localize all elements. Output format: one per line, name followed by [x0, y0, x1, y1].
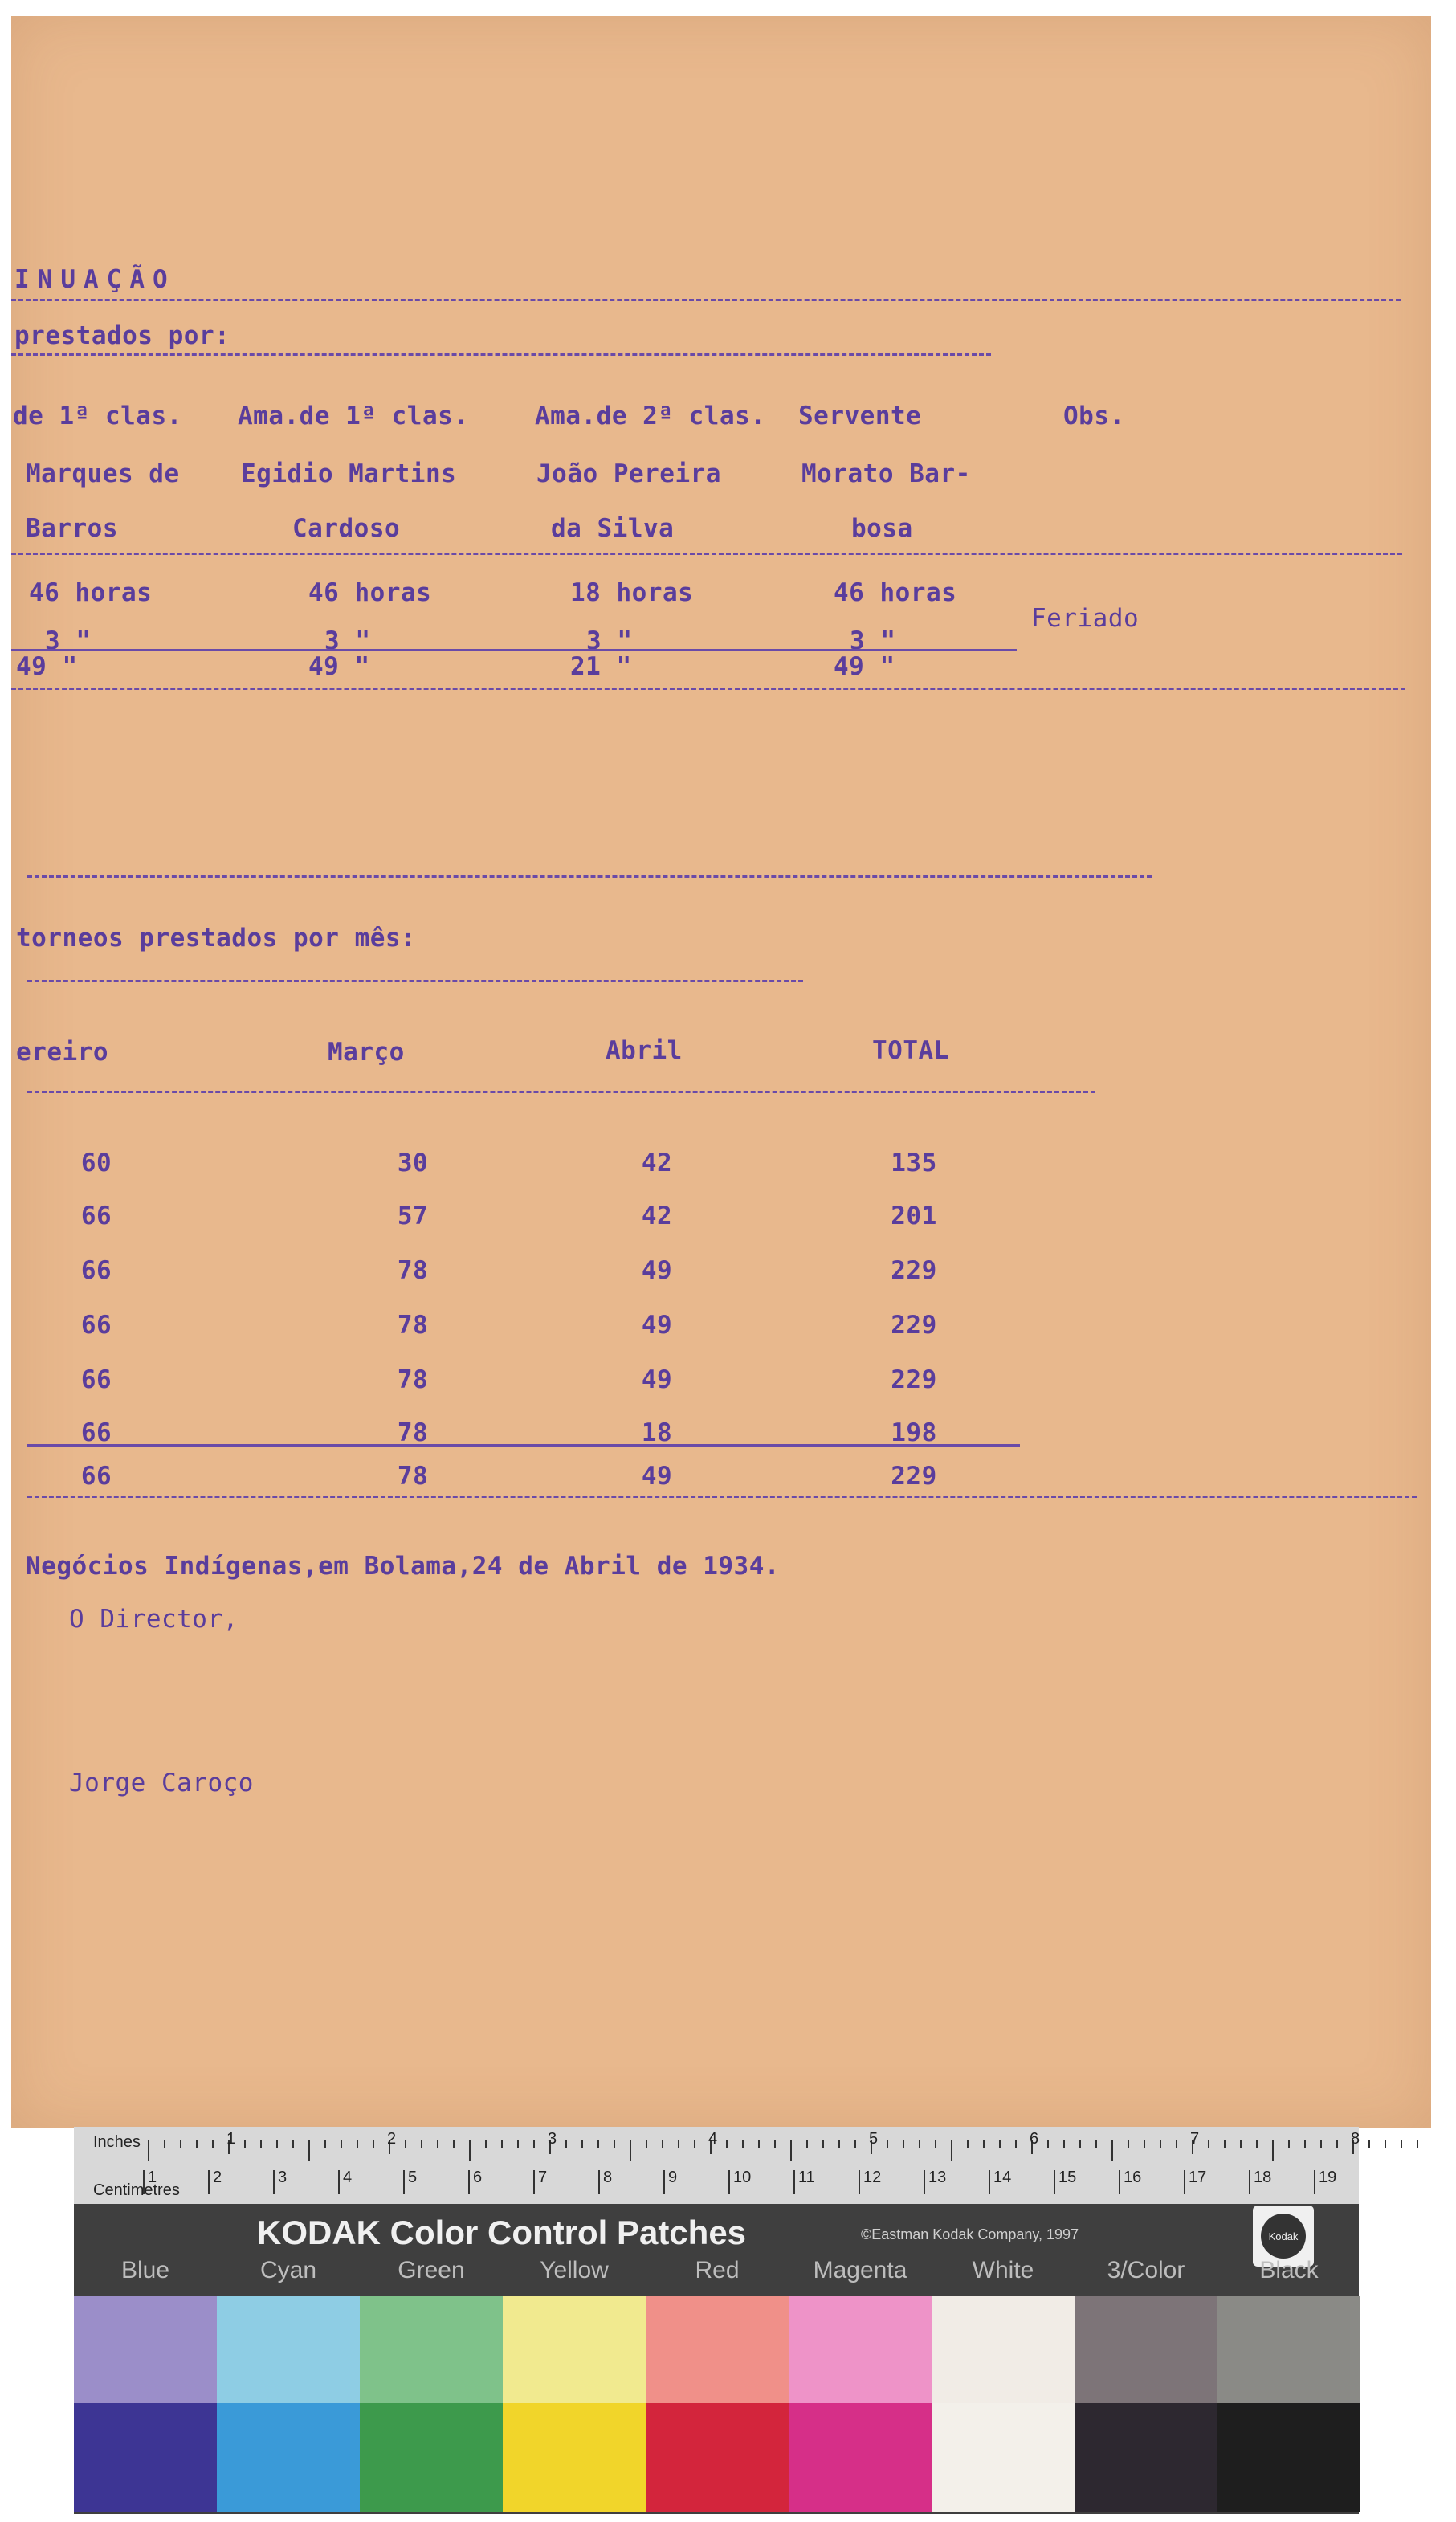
- ruler-tick: [742, 2140, 744, 2148]
- ruler-tick: [1208, 2140, 1209, 2148]
- total-cell: 49: [641, 1462, 673, 1491]
- ruler-inch-number: 8: [1351, 2130, 1360, 2148]
- ruler-tick: [1160, 2140, 1161, 2148]
- ruler-inch-number: 1: [226, 2130, 236, 2148]
- ruler-cm-label: Centimetres: [93, 2181, 180, 2199]
- staff-header-col4: Servente: [798, 402, 922, 431]
- ruler-cm-tick: [1249, 2170, 1250, 2194]
- month-cell: 66: [80, 1311, 112, 1340]
- ruler-cm-tick: [793, 2170, 795, 2194]
- color-patch-dark: [789, 2403, 932, 2512]
- month-cell: 229: [891, 1311, 937, 1340]
- ruler-tick: [373, 2140, 374, 2148]
- rule: [11, 553, 1402, 555]
- patch-label: 3/Color: [1107, 2257, 1185, 2283]
- ruler-tick: [308, 2140, 310, 2161]
- footer-name: Jorge Caroço: [69, 1769, 254, 1798]
- ruler-tick: [662, 2140, 663, 2148]
- patch-label: Yellow: [540, 2257, 609, 2283]
- ruler-tick: [421, 2140, 422, 2148]
- total-cell: 66: [80, 1462, 112, 1491]
- ruler-tick: [485, 2140, 487, 2148]
- ruler-tick: [822, 2140, 824, 2148]
- color-patch-dark: [217, 2403, 360, 2512]
- month-cell: 66: [80, 1202, 112, 1230]
- ruler-inch-number: 4: [708, 2130, 718, 2148]
- rule: [11, 299, 1401, 301]
- ruler-cm-number: 19: [1319, 2169, 1337, 2186]
- heading: INUAÇÃO: [14, 265, 176, 294]
- ruler-tick: [678, 2140, 679, 2148]
- ruler-inch-number: 5: [869, 2130, 879, 2148]
- ruler-cm-tick: [1314, 2170, 1315, 2194]
- color-patch-dark: [1217, 2403, 1360, 2512]
- month-cell: 198: [891, 1418, 937, 1447]
- ruler-tick: [774, 2140, 776, 2148]
- ruler-tick: [405, 2140, 406, 2148]
- ruler-cm-tick: [468, 2170, 470, 2194]
- ruler-tick: [437, 2140, 438, 2148]
- hours-top: 18 horas: [570, 578, 694, 607]
- ruler-tick: [1095, 2140, 1097, 2148]
- kodak-color-target: [74, 2127, 1359, 2514]
- color-patch-light: [646, 2296, 789, 2403]
- patch-label: Red: [695, 2257, 740, 2283]
- hours-top: 46 horas: [308, 578, 432, 607]
- month-cell: 229: [891, 1256, 937, 1285]
- ruler-tick: [790, 2140, 792, 2161]
- month-cell: 30: [397, 1149, 429, 1177]
- color-patch-light: [1075, 2296, 1217, 2403]
- color-patch-dark: [360, 2403, 503, 2512]
- month-cell: 49: [641, 1256, 673, 1285]
- patch-label: Magenta: [813, 2257, 907, 2283]
- rule: [11, 649, 1017, 651]
- ruler-cm-number: 5: [408, 2169, 418, 2186]
- staff-name-c1l1: Marques de: [26, 459, 180, 488]
- rule: [27, 1091, 1095, 1093]
- month-cell: 66: [80, 1256, 112, 1285]
- staff-name-c2l1: Egidio Martins: [241, 459, 457, 488]
- color-patch-dark: [932, 2403, 1075, 2512]
- ruler-tick: [1047, 2140, 1049, 2148]
- patch-label: Cyan: [259, 2257, 317, 2283]
- hours-top: 46 horas: [834, 578, 957, 607]
- ruler-cm-number: 11: [798, 2169, 815, 2186]
- ruler-tick: [999, 2140, 1001, 2148]
- ruler-tick: [887, 2140, 888, 2148]
- ruler-tick: [276, 2140, 278, 2148]
- month-cell: 78: [397, 1365, 429, 1394]
- ruler-cm-number: 12: [863, 2169, 882, 2186]
- ruler-cm-number: 10: [733, 2169, 752, 2186]
- document-page: [11, 16, 1431, 2128]
- ruler-tick: [758, 2140, 760, 2148]
- month-cell: 201: [891, 1202, 937, 1230]
- ruler-tick: [1240, 2140, 1242, 2148]
- ruler-cm-tick: [1184, 2170, 1185, 2194]
- ruler-tick: [854, 2140, 856, 2148]
- hours-top: 46 horas: [29, 578, 153, 607]
- ruler-tick: [501, 2140, 503, 2148]
- color-patch-light: [74, 2296, 217, 2403]
- ruler-cm-number: 1: [148, 2169, 157, 2186]
- footer-role: O Director,: [69, 1605, 239, 1634]
- month-cell: 60: [80, 1149, 112, 1177]
- color-patch-light: [503, 2296, 646, 2403]
- color-patch-light: [1217, 2296, 1360, 2403]
- ruler-tick: [517, 2140, 519, 2148]
- patch-label: White: [972, 2257, 1034, 2283]
- rule: [27, 1444, 1020, 1447]
- staff-header-col2: Ama.de 1ª clas.: [238, 402, 469, 431]
- color-patch-light: [932, 2296, 1075, 2403]
- ruler-tick: [148, 2140, 149, 2161]
- ruler-cm-number: 16: [1124, 2169, 1142, 2186]
- ruler-tick: [1304, 2140, 1306, 2148]
- ruler-cm-number: 18: [1254, 2169, 1272, 2186]
- footer-place: Negócios Indígenas,em Bolama,24 de Abril de 1934.: [26, 1552, 781, 1581]
- ruler-tick: [1111, 2140, 1113, 2161]
- ruler-cm-number: 14: [993, 2169, 1012, 2186]
- ruler-cm-tick: [1119, 2170, 1120, 2194]
- ruler-inch-number: 2: [387, 2130, 397, 2148]
- ruler-tick: [1015, 2140, 1017, 2148]
- ruler-cm-number: 17: [1189, 2169, 1207, 2186]
- rule: [27, 1496, 1417, 1498]
- rule: [27, 875, 1152, 878]
- ruler-tick: [533, 2140, 535, 2148]
- rule: [27, 980, 803, 982]
- ruler-cm-number: 3: [278, 2169, 288, 2186]
- month-cell: 18: [641, 1418, 673, 1447]
- staff-name-c2l2: Cardoso: [292, 514, 401, 543]
- patch-label: Blue: [120, 2257, 170, 2283]
- rule: [11, 688, 1405, 690]
- month-cell: 66: [80, 1418, 112, 1447]
- ruler-tick: [1368, 2140, 1370, 2148]
- ruler-tick: [453, 2140, 455, 2148]
- ruler-tick: [1320, 2140, 1322, 2148]
- ruler-cm-tick: [989, 2170, 990, 2194]
- kodak-logo-text: Kodak: [1261, 2214, 1306, 2259]
- ruler-tick: [1256, 2140, 1258, 2148]
- ruler-tick: [1385, 2140, 1386, 2148]
- color-patch-dark: [503, 2403, 646, 2512]
- prestados-label: prestados por:: [14, 321, 230, 350]
- month-cell: 42: [641, 1202, 673, 1230]
- month-cell: 49: [641, 1365, 673, 1394]
- ruler-tick: [1336, 2140, 1338, 2148]
- ruler-cm-tick: [598, 2170, 600, 2194]
- staff-name-c1l2: Barros: [26, 514, 118, 543]
- month-cell: 57: [397, 1202, 429, 1230]
- staff-name-c3l1: João Pereira: [536, 459, 721, 488]
- ruler-tick: [1063, 2140, 1065, 2148]
- ruler-cm-number: 8: [603, 2169, 613, 2186]
- ruler-tick: [469, 2140, 471, 2161]
- ruler-tick: [967, 2140, 969, 2148]
- ruler-cm-tick: [728, 2170, 730, 2194]
- ruler-tick: [324, 2140, 326, 2148]
- patch-label: Green: [398, 2257, 465, 2283]
- ruler-inch-number: 3: [548, 2130, 557, 2148]
- color-patch-dark: [646, 2403, 789, 2512]
- month-cell: 229: [891, 1365, 937, 1394]
- ruler-tick: [212, 2140, 214, 2148]
- ruler-tick: [919, 2140, 920, 2148]
- color-patch-dark: [1075, 2403, 1217, 2512]
- ruler-cm-tick: [338, 2170, 340, 2194]
- month-cell: 49: [641, 1311, 673, 1340]
- staff-header-col5: Obs.: [1063, 402, 1125, 431]
- ruler-tick: [260, 2140, 262, 2148]
- staff-header-col3: Ama.de 2ª clas.: [535, 402, 766, 431]
- hours-bottom: 21 ": [570, 652, 632, 681]
- ruler-cm-number: 15: [1058, 2169, 1077, 2186]
- ruler-tick: [565, 2140, 567, 2148]
- month-cell: 78: [397, 1418, 429, 1447]
- ruler-tick: [341, 2140, 342, 2148]
- ruler-tick: [726, 2140, 728, 2148]
- ruler-tick: [196, 2140, 198, 2148]
- ruler-cm-tick: [273, 2170, 275, 2194]
- ruler-tick: [614, 2140, 615, 2148]
- ruler-tick: [646, 2140, 647, 2148]
- total-cell: 78: [397, 1462, 429, 1491]
- ruler-cm-number: 2: [213, 2169, 222, 2186]
- hours-mid: 3 ": [586, 626, 633, 655]
- ruler-cm-tick: [143, 2170, 145, 2194]
- ruler-cm-tick: [924, 2170, 925, 2194]
- hours-bottom: 49 ": [308, 652, 370, 681]
- staff-name-c4l1: Morato Bar-: [801, 459, 971, 488]
- month-cell: 135: [891, 1149, 937, 1177]
- month-cell: 78: [397, 1256, 429, 1285]
- ruler-cm-tick: [403, 2170, 405, 2194]
- color-patch-light: [789, 2296, 932, 2403]
- ruler-tick: [581, 2140, 583, 2148]
- hours-mid: 3 ": [324, 626, 371, 655]
- rule: [11, 353, 991, 356]
- ruler-cm-number: 9: [668, 2169, 678, 2186]
- hours-bottom: 49 ": [16, 652, 78, 681]
- ruler-inches-label: Inches: [93, 2133, 141, 2151]
- hours-bottom: 49 ": [834, 652, 895, 681]
- month-header-c4: TOTAL: [872, 1036, 949, 1065]
- ruler-tick: [1144, 2140, 1145, 2148]
- ruler-inch-number: 7: [1190, 2130, 1200, 2148]
- ruler-tick: [1079, 2140, 1081, 2148]
- ruler-tick: [180, 2140, 181, 2148]
- ruler-tick: [1272, 2140, 1274, 2161]
- ruler-tick: [630, 2140, 631, 2161]
- ruler-cm-number: 7: [538, 2169, 548, 2186]
- patch-label: Black: [1259, 2257, 1319, 2283]
- ruler-cm-tick: [663, 2170, 665, 2194]
- kodak-copyright: ©Eastman Kodak Company, 1997: [861, 2226, 1079, 2242]
- color-patch-light: [360, 2296, 503, 2403]
- ruler-tick: [951, 2140, 952, 2161]
- ruler-tick: [1224, 2140, 1226, 2148]
- ruler-tick: [357, 2140, 358, 2148]
- ruler-cm-tick: [533, 2170, 535, 2194]
- kodak-title: KODAK Color Control Patches: [257, 2214, 747, 2251]
- month-cell: 66: [80, 1365, 112, 1394]
- ruler-tick: [983, 2140, 985, 2148]
- ruler-cm-number: 4: [343, 2169, 353, 2186]
- ruler-tick: [1401, 2140, 1402, 2148]
- month-header-c1: ereiro: [16, 1038, 108, 1067]
- ruler-inch-number: 6: [1030, 2130, 1039, 2148]
- color-patch-light: [217, 2296, 360, 2403]
- ruler-tick: [1128, 2140, 1129, 2148]
- month-cell: 42: [641, 1149, 673, 1177]
- ruler-cm-tick: [1054, 2170, 1055, 2194]
- color-patch-dark: [74, 2403, 217, 2512]
- ruler-cm-number: 13: [928, 2169, 947, 2186]
- staff-header-col1: de 1ª clas.: [13, 402, 182, 431]
- ruler-tick: [292, 2140, 294, 2148]
- ruler-tick: [806, 2140, 808, 2148]
- month-header-c2: Março: [328, 1038, 405, 1067]
- staff-name-c4l2: bosa: [851, 514, 913, 543]
- ruler-tick: [935, 2140, 936, 2148]
- ruler-tick: [164, 2140, 165, 2148]
- month-cell: 78: [397, 1311, 429, 1340]
- ruler-tick: [1176, 2140, 1177, 2148]
- ruler-cm-tick: [208, 2170, 210, 2194]
- ruler-tick: [838, 2140, 840, 2148]
- ruler-tick: [244, 2140, 246, 2148]
- ruler-tick: [597, 2140, 599, 2148]
- total-cell: 229: [891, 1462, 937, 1491]
- hours-mid: 3 ": [850, 626, 896, 655]
- ruler-tick: [1288, 2140, 1290, 2148]
- ruler: [74, 2127, 1359, 2204]
- obs-note: Feriado: [1031, 604, 1140, 633]
- month-header-c3: Abril: [606, 1036, 683, 1065]
- hours-mid: 3 ": [45, 626, 92, 655]
- month-title: torneos prestados por mês:: [16, 924, 417, 953]
- ruler-tick: [903, 2140, 904, 2148]
- ruler-tick: [694, 2140, 695, 2148]
- ruler-cm-tick: [859, 2170, 860, 2194]
- ruler-tick: [1417, 2140, 1418, 2148]
- staff-name-c3l2: da Silva: [551, 514, 675, 543]
- ruler-cm-number: 6: [473, 2169, 483, 2186]
